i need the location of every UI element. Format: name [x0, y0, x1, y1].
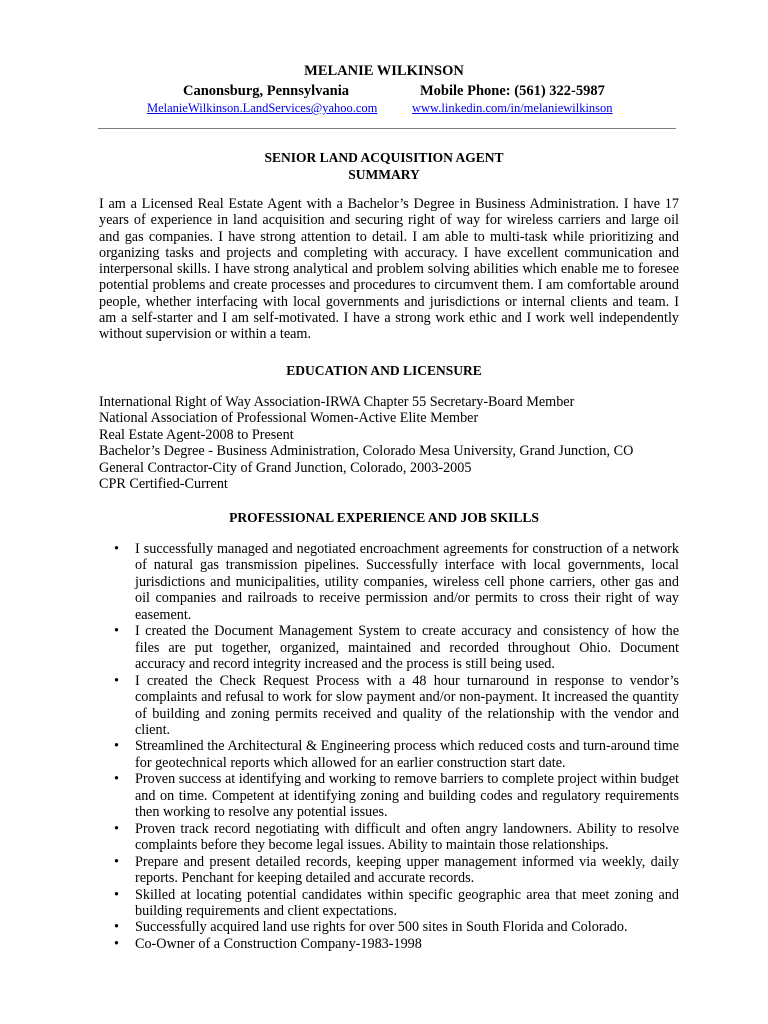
list-item: • I created the Check Request Process with a 48 hour turnaround in response to vendor’s complaints and refusal to work for slow payment and/or non-payment. It increased the quantity of building and zoning permits received and quality of the relationship with the vendor and client. — [114, 672, 679, 738]
bullet-icon: • — [114, 935, 119, 952]
education-heading: EDUCATION AND LICENSURE — [286, 363, 482, 378]
bullet-icon: • — [114, 771, 119, 788]
list-item: • I created the Document Management System to create accuracy and consistency of how the files are put together, organized, maintained and recorded throughout Ohio. Document accuracy and record integrity increased and the process is still being used. — [114, 623, 679, 673]
bullet-icon: • — [114, 738, 119, 755]
bullet-icon: • — [114, 541, 119, 557]
education-item: National Association of Professional Women-Active Elite Member — [99, 410, 479, 427]
list-item: • Proven success at identifying and working to remove barriers to complete project within budget and on time. Competent at identifying zoning and building codes and regulatory requirements then working to resolve any potential issues. — [114, 771, 679, 821]
bullet-icon: • — [114, 919, 119, 936]
location: Canonsburg, Pennsylvania — [183, 83, 349, 99]
bullet-icon: • — [114, 820, 119, 837]
list-item: • Streamlined the Architectural & Engineering process which reduced costs and turn-around time for geotechnical reports which allowed for an earlier construction start date. — [114, 738, 679, 771]
bullet-icon: • — [114, 886, 119, 903]
education-item: International Right of Way Association-IRWA Chapter 55 Secretary-Board Member — [99, 394, 575, 410]
summary-text: I am a Licensed Real Estate Agent with a Bachelor’s Degree in Business Administration. I have 17 years of experience in land acquisition and securing right of way for wireless carriers and large oil and gas companies. I have strong attention to detail. I am able to multi-task while prioritizing and organizing tasks and projects and completing with accuracy. I have excellent communication and interpersonal skills. I have strong analytical and problem solving abilities which enable me to foresee potential problems and create processes and procedures to circumvent them. I am comfortable around people, whether interfacing with local governments and jurisdictions or internal clients and team. I am a self-starter and I am self-motivated. I have a strong work ethic and I work well independently without supervision or within a team. — [99, 196, 679, 343]
email-link[interactable]: MelanieWilkinson.LandServices@yahoo.com — [147, 101, 378, 115]
education-list — [99, 394, 679, 492]
list-item: • I successfully managed and negotiated encroachment agreements for construction of a network of natural gas transmission pipelines. Successfully interface with local governments, local jurisdictions and municipalities, utility companies, wireless cell phone carriers, other gas and oil companies and railroads to receive permission and/or permits to cross their right of way easement. — [114, 541, 679, 623]
summary-heading: SUMMARY — [348, 167, 420, 182]
bullet-icon: • — [114, 853, 119, 870]
bullet-icon: • — [114, 672, 119, 689]
list-item: • Skilled at locating potential candidates within specific geographic area that meet zoning and building requirements and client expectations. — [114, 886, 679, 919]
linkedin-link[interactable]: www.linkedin.com/in/melaniewilkinson — [412, 101, 613, 115]
list-item: • Successfully acquired land use rights for over 500 sites in South Florida and Colorado. — [114, 919, 628, 936]
education-item: Real Estate Agent-2008 to Present — [99, 426, 294, 443]
list-item: • Proven track record negotiating with difficult and often angry landowners. Ability to resolve complaints before they become legal issues. Ability to maintain those relationships. — [114, 820, 679, 854]
experience-heading: PROFESSIONAL EXPERIENCE AND JOB SKILLS — [229, 510, 539, 525]
phone: Mobile Phone: (561) 322-5987 — [420, 83, 605, 99]
education-item: General Contractor-City of Grand Junction, Colorado, 2003-2005 — [99, 459, 472, 476]
education-item: Bachelor’s Degree - Business Administration, Colorado Mesa University, Grand Junction, CO — [99, 443, 634, 460]
candidate-name: MELANIE WILKINSON — [304, 63, 464, 79]
experience-list — [99, 541, 679, 952]
job-title: SENIOR LAND ACQUISITION AGENT — [264, 150, 504, 165]
list-item: • Prepare and present detailed records, keeping upper management informed via weekly, daily reports. Penchant for keeping detailed and accurate records. — [114, 853, 679, 887]
education-item: CPR Certified-Current — [99, 476, 228, 493]
bullet-icon: • — [114, 623, 119, 640]
header-divider — [98, 128, 676, 129]
list-item: • Co-Owner of a Construction Company-1983-1998 — [114, 935, 422, 952]
